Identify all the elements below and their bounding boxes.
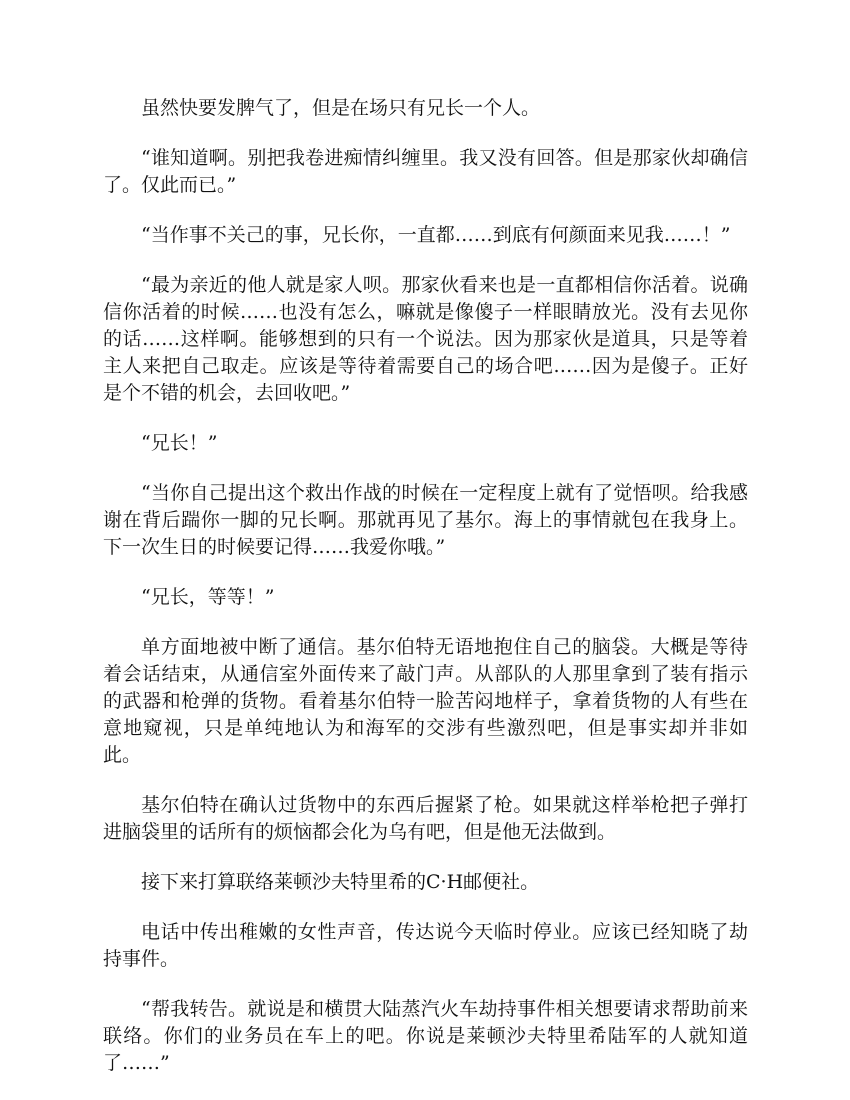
paragraph: “当作事不关己的事，兄长你，一直都……到底有何颜面来见我……！” <box>141 224 731 246</box>
paragraph: 基尔伯特在确认过货物中的东西后握紧了枪。如果就这样举枪把子弹打进脑袋里的话所有的烦恼都会化为乌有吧，但是他无法做到。 <box>103 794 748 843</box>
paragraph: “当你自己提出这个救出作战的时候在一定程度上就有了觉悟呗。给我感谢在背后踹你一脚的兄长啊。那就再见了基尔。海上的事情就包在我身上。下一次生日的时候要记得……我爱你哦。” <box>103 482 748 558</box>
paragraph: 单方面地被中断了通信。基尔伯特无语地抱住自己的脑袋。大概是等待着会话结束，从通信室外面传来了敲门声。从部队的人那里拿到了装有指示的武器和枪弹的货物。看着基尔伯特一脸苦闷地样子，拿着货物的人有些在意地窥视，只是单纯地认为和海军的交涉有些激烈吧，但是事实却并非如此。 <box>103 636 748 766</box>
paragraph: “兄长！” <box>141 432 218 454</box>
paragraph: “帮我转告。就说是和横贯大陆蒸汽火车劫持事件相关想要请求帮助前来联络。你们的业务员在车上的吧。你说是莱顿沙夫特里希陆军的人就知道了……” <box>103 998 748 1074</box>
paragraph: 电话中传出稚嫩的女性声音，传达说今天临时停业。应该已经知晓了劫持事件。 <box>103 921 748 970</box>
paragraph: 接下来打算联络莱顿沙夫特里希的C·H邮便社。 <box>141 871 540 893</box>
paragraph: “兄长，等等！” <box>141 586 275 608</box>
paragraph: “谁知道啊。别把我卷进痴情纠缠里。我又没有回答。但是那家伙却确信了。仅此而已。” <box>103 147 748 196</box>
paragraph: 虽然快要发脾气了，但是在场只有兄长一个人。 <box>141 97 541 119</box>
document-page <box>103 95 748 1100</box>
paragraph: “最为亲近的他人就是家人呗。那家伙看来也是一直都相信你活着。说确信你活着的时候……也没有怎么，嘛就是像傻子一样眼睛放光。没有去见你的话……这样啊。能够想到的只有一个说法。因为那家伙是道具，只是等着主人来把自己取走。应该是等待着需要自己的场合吧……因为是傻子。正好是个不错的机会，去回收吧。” <box>103 274 748 404</box>
